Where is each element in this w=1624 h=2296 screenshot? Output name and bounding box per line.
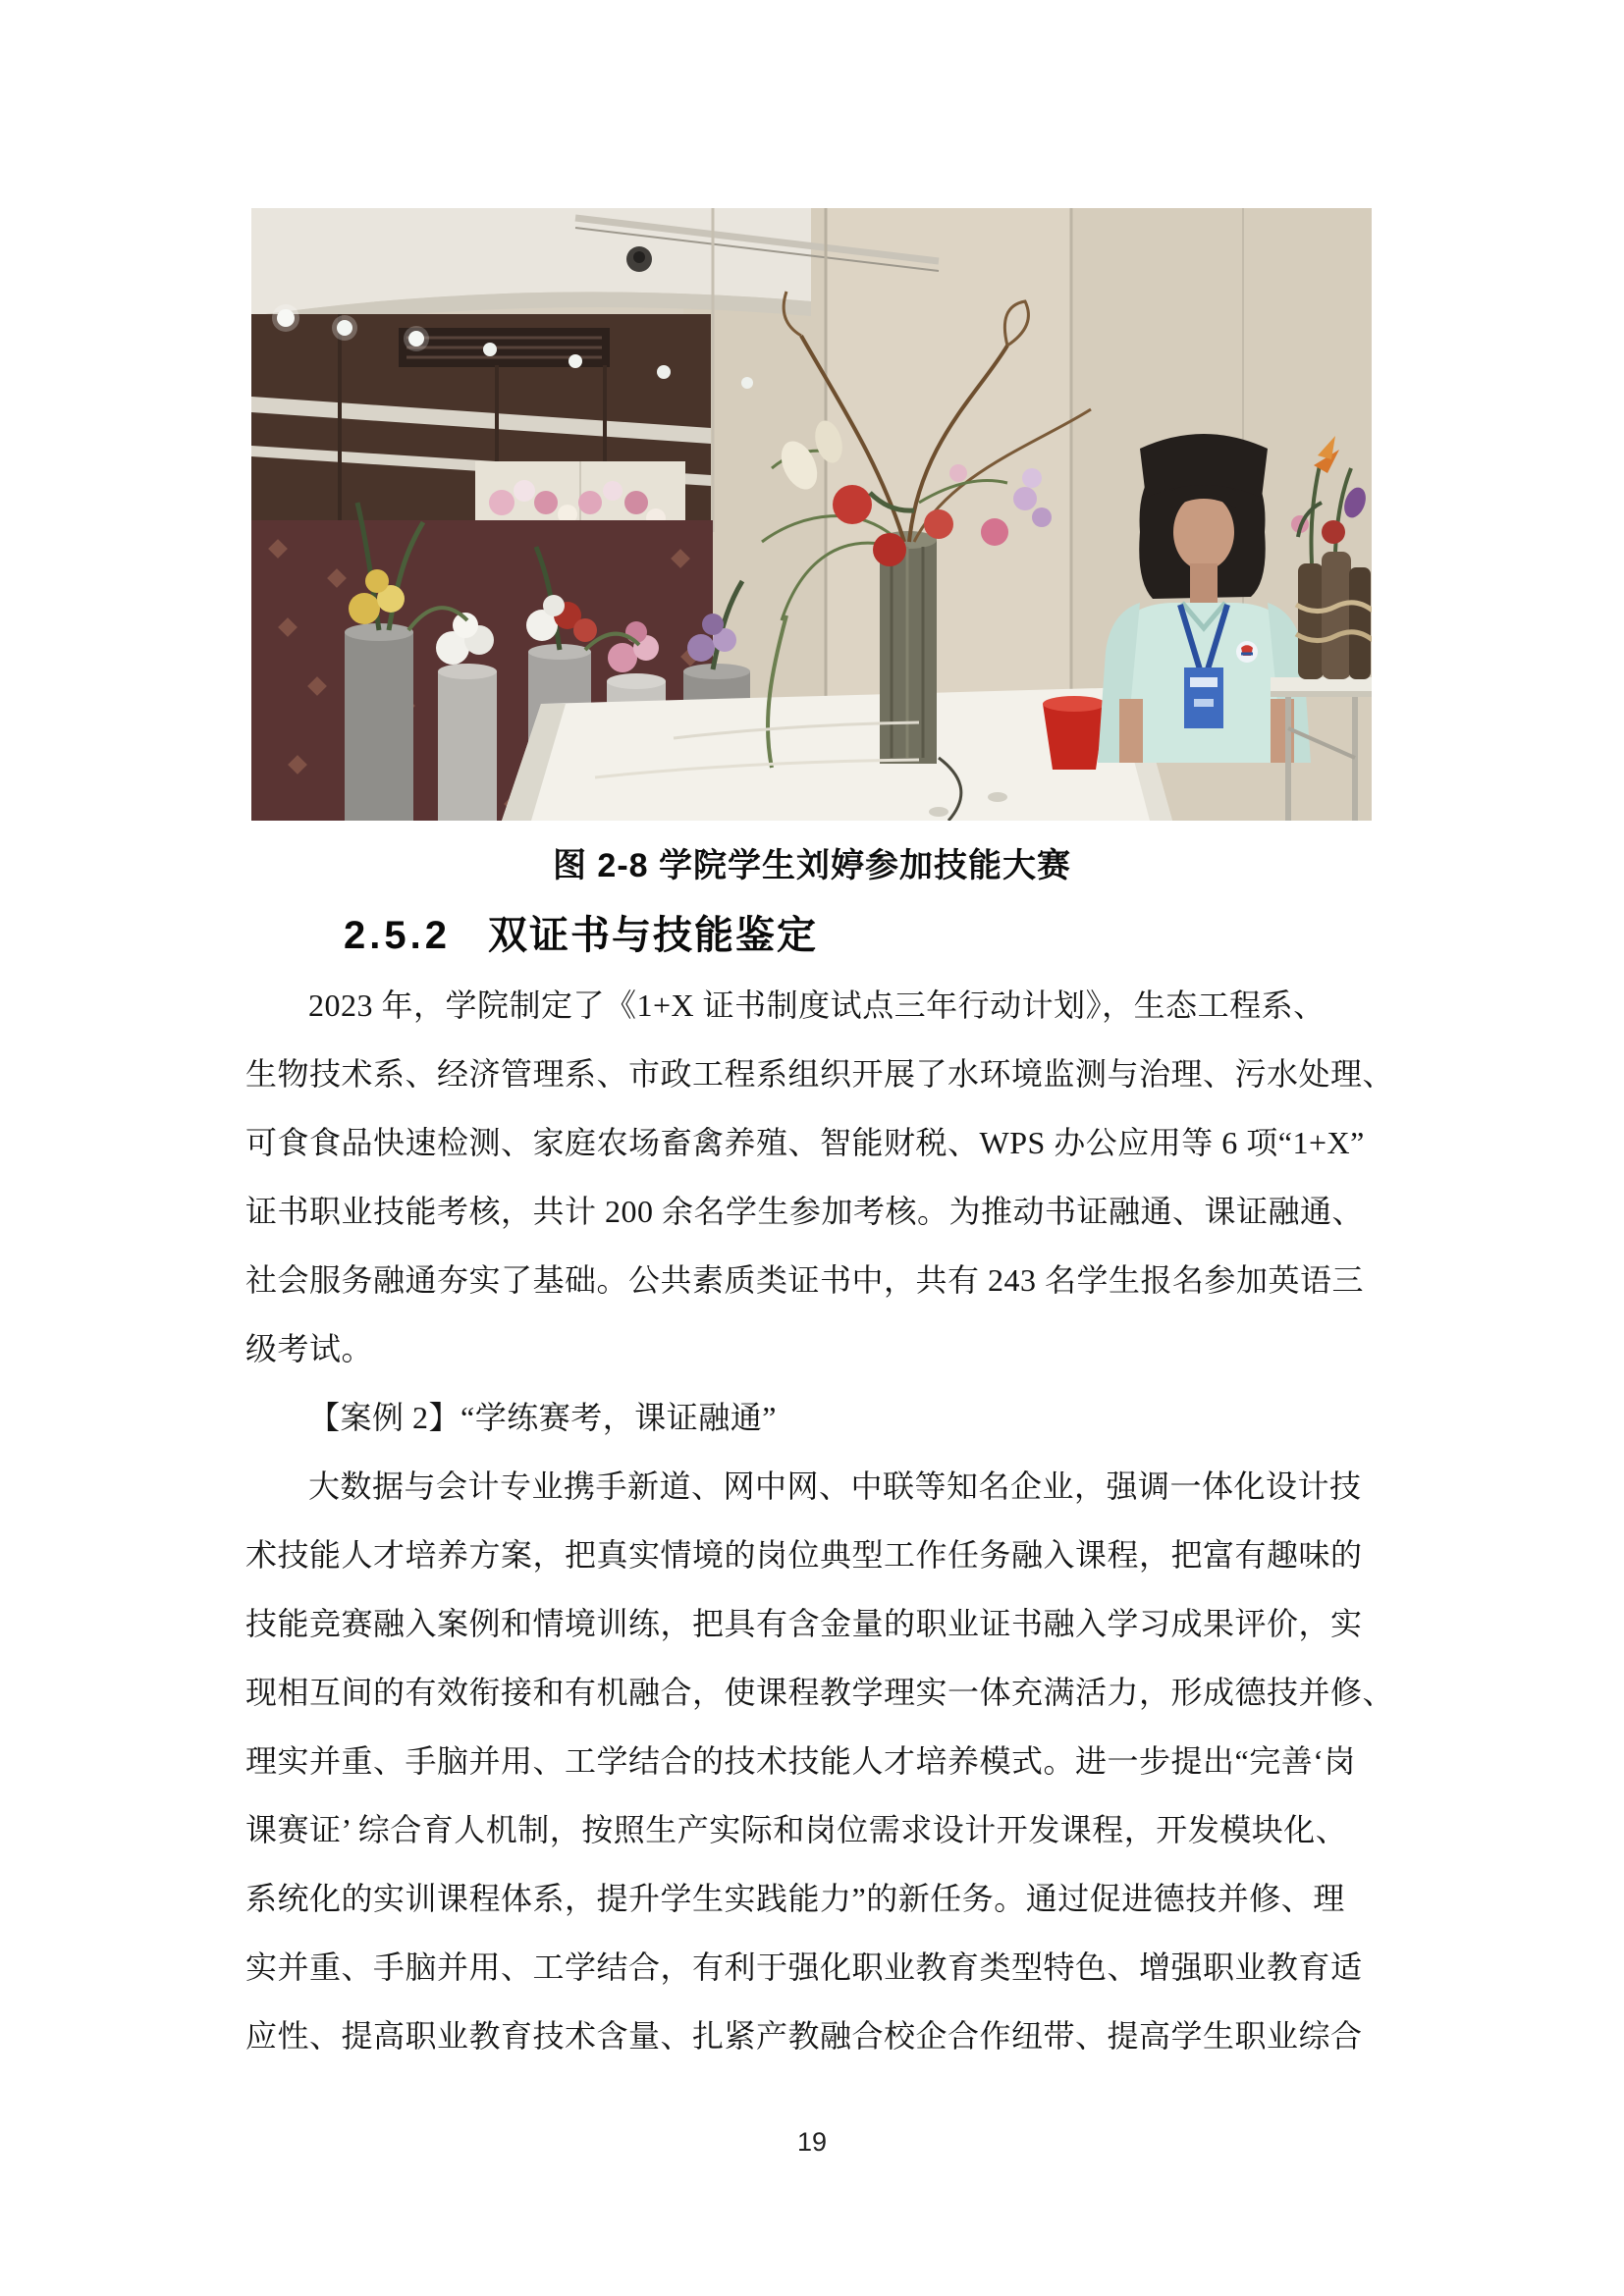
text-line: 大数据与会计专业携手新道、网中网、中联等知名企业，强调一体化设计技 (308, 1468, 1362, 1504)
text-line: 实并重、手脑并用、工学结合，有利于强化职业教育类型特色、增强职业教育适 (245, 1949, 1363, 1985)
text-line: 2023 年，学院制定了《1+X 证书制度试点三年行动计划》，生态工程系、 (308, 988, 1326, 1023)
text-line: 应性、提高职业教育技术含量、扎紧产教融合校企合作纽带、提高学生职业综合 (245, 2018, 1363, 2054)
text-line: 技能竞赛融入案例和情境训练，把具有含金量的职业证书融入学习成果评价，实 (245, 1606, 1363, 1641)
body-text (245, 971, 1395, 2070)
text-line: 术技能人才培养方案，把真实情境的岗位典型工作任务融入课程，把富有趣味的 (245, 1537, 1363, 1573)
text-line: 【案例 2】“学练赛考，课证融通” (308, 1400, 777, 1435)
section-title: 双证书与技能鉴定 (487, 914, 818, 957)
section-heading (344, 912, 818, 959)
text-line: 级考试。 (245, 1331, 374, 1366)
text-line: 生物技术系、经济管理系、市政工程系组织开展了水环境监测与治理、污水处理、 (245, 1056, 1395, 1092)
text-line: 系统化的实训课程体系，提升学生实践能力”的新任务。通过促进德技并修、理 (245, 1881, 1345, 1916)
section-number: 2.5.2 (344, 914, 451, 957)
text-line: 社会服务融通夯实了基础。公共素质类证书中，共有 243 名学生报名参加英语三 (245, 1262, 1365, 1298)
figure-caption: 图 2-8 学院学生刘婷参加技能大赛 (552, 847, 1072, 884)
figure-photo (251, 208, 1372, 821)
text-line: 理实并重、手脑并用、工学结合的技术技能人才培养模式。进一步提出“完善‘岗 (245, 1743, 1356, 1779)
photo-scene (251, 208, 1372, 821)
red-bucket (1043, 696, 1106, 770)
page-number: 19 (796, 2127, 828, 2157)
text-line: 课赛证’ 综合育人机制，按照生产实际和岗位需求设计开发课程，开发模块化、 (245, 1812, 1348, 1847)
text-line: 现相互间的有效衔接和有机融合，使课程教学理实一体充满活力，形成德技并修、 (245, 1675, 1395, 1710)
text-line: 证书职业技能考核，共计 200 余名学生参加考核。为推动书证融通、课证融通、 (245, 1194, 1365, 1229)
text-line: 可食食品快速检测、家庭农场畜禽养殖、智能财税、WPS 办公应用等 6 项“1+X” (245, 1125, 1365, 1160)
